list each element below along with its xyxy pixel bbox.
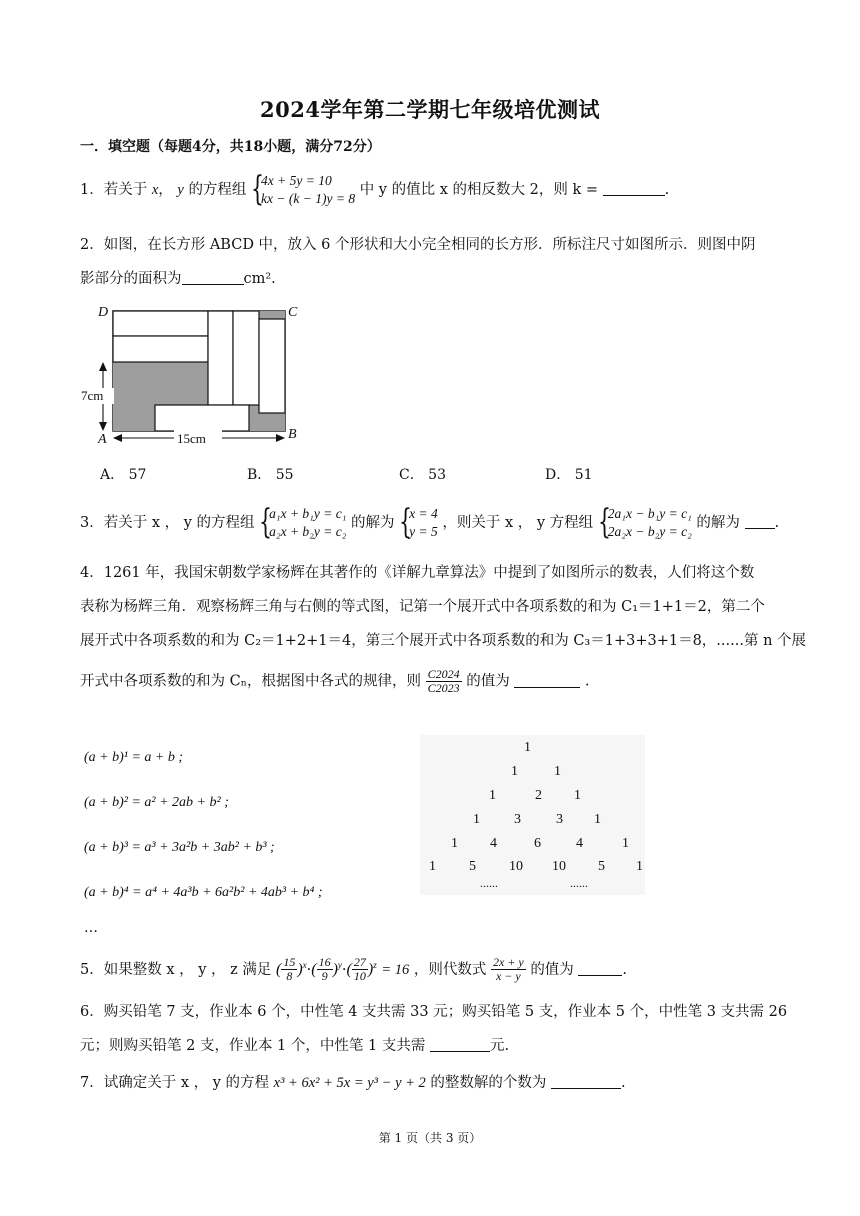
small-rect-1 — [113, 311, 208, 336]
shaded-region-top — [259, 311, 285, 319]
q4-frac-den: C2023 — [427, 681, 460, 695]
q5-f1-num: 15 — [283, 955, 296, 970]
option-a[interactable] — [100, 464, 146, 484]
q3-post: 的解为 — [696, 515, 740, 531]
question-5: 5．如果整数 x ， y ， z 满足 ( $\frac{15}{8}$ )$^x$·( $\frac{16}{9}$ )$^y$·( $\frac{27}{10}$ )$^z$ = 16 ，则代数式 $\frac{2x + y}{x - y}$ 的值为 . — [80, 955, 628, 984]
q1-y: y — [177, 182, 184, 198]
pascal-dots-left: ...... — [480, 876, 498, 890]
small-rect-3 — [208, 311, 233, 405]
pascal-r1-c1: 1 — [524, 740, 531, 755]
q4-line4-post: 的值为 — [466, 673, 510, 690]
q5-exp-2: y — [337, 960, 342, 970]
pascal-r4-c1: 1 — [473, 812, 480, 827]
q5-frac-1 — [281, 956, 297, 983]
pascal-r3-c3: 1 — [574, 788, 581, 803]
q5-post: 的值为 — [530, 961, 574, 978]
q3-sys2-eq1: 2a₁x − b₁y = c₁ — [607, 506, 692, 521]
label-a: A — [98, 432, 107, 447]
q1-pre: 1．若关于 — [80, 182, 148, 198]
q1-eq2: kx − (k − 1)y = 8 — [261, 191, 356, 206]
q4-answer-blank[interactable] — [514, 687, 580, 688]
q7-answer-blank[interactable] — [551, 1088, 621, 1089]
q1-system: { 4x + 5y = 10 kx − (k − 1)y = 8 — [251, 169, 356, 209]
pascal-r5-c4: 4 — [576, 836, 583, 851]
small-rect-6 — [155, 405, 249, 431]
option-b-value: 55 — [275, 467, 294, 483]
option-c-value: 53 — [428, 467, 446, 483]
small-rect-5 — [259, 319, 285, 413]
q4-frac-num: C2024 — [427, 667, 460, 681]
q3-sys2-eq2: 2a₂x − b₂y = c₂ — [607, 524, 692, 539]
label-c: C — [288, 305, 298, 320]
q4-line2: 表称为杨辉三角．观察杨辉三角与右侧的等式图，记第一个展开式中各项系数的和为 C₁＝1+1＝2，第二个 — [80, 599, 765, 615]
option-c[interactable] — [399, 464, 446, 484]
q3-mid2: ，则关于 x ， y 方程组 — [442, 515, 594, 531]
pascal-r4-c2: 3 — [514, 812, 521, 827]
q3-system-2: { 2a₁x − b₁y = c₁ 2a₂x − b₂y = c₂ — [597, 502, 692, 542]
q6-line2 — [80, 1037, 509, 1055]
q3-system-1: { a₁x + b₁y = c₁ a₂x + b₂y = c₂ — [259, 502, 347, 542]
pascal-r5-c2: 4 — [490, 836, 497, 851]
q7-equation: x³ + 6x² + 5x = y³ − y + 2 — [273, 1075, 426, 1091]
option-d[interactable] — [545, 464, 593, 484]
q5-f3-num: 27 — [353, 955, 366, 970]
expansion-4: (a + b)⁴ = a⁴ + 4a³b + 6a²b² + 4ab³ + b⁴ ; — [84, 885, 323, 900]
pascal-r5-c3: 6 — [534, 836, 541, 851]
q5-exp-3: z — [373, 960, 377, 970]
q5-frac-2 — [317, 956, 333, 983]
q5-pre: 5．如果整数 x ， y ， z 满足 — [80, 961, 272, 978]
option-a-value: 57 — [128, 467, 147, 483]
q3-sys1-eq1: a₁x + b₁y = c₁ — [269, 506, 347, 521]
pascal-r2-c2: 1 — [554, 764, 561, 779]
option-c-letter: C． — [399, 467, 424, 483]
q6-line2-post: 元. — [489, 1038, 510, 1054]
option-b[interactable] — [247, 464, 294, 484]
q1-eq1: 4x + 5y = 10 — [261, 173, 332, 188]
q4-line3: 展开式中各项系数的和为 C₂＝1+2+1＝4，第三个展开式中各项系数的和为 C₃＝1+3+3+1＝8，......第 n 个展 — [80, 633, 807, 649]
rectangle-figure — [76, 300, 306, 450]
q6-line1: 6．购买铅笔 7 支，作业本 6 个，中性笔 4 支共需 33 元；购买铅笔 5 支，作业本 5 个，中性笔 3 支共需 26 — [80, 1004, 788, 1020]
q5-exp-1: x — [302, 960, 307, 970]
q3-pre: 3．若关于 x ， y 的方程组 — [80, 515, 255, 531]
option-b-letter: B． — [247, 467, 272, 483]
dim-height-label: 7cm — [81, 388, 104, 403]
q1-answer-blank[interactable] — [603, 195, 665, 196]
q1-x: x — [151, 182, 159, 198]
pascal-r5-c1: 1 — [451, 836, 458, 851]
pascal-r3-c2: 2 — [535, 788, 542, 803]
question-1: 1．若关于 x， y 的方程组 { 4x + 5y = 10 kx − (k − 1)y = 8 中 y 的值比 x 的相反数大 2，则 k = . — [80, 169, 670, 209]
q1-comma: ， — [158, 182, 173, 198]
pascal-triangle — [420, 735, 645, 895]
option-d-value: 51 — [574, 467, 593, 483]
q2-line2 — [80, 270, 276, 288]
expansion-3: (a + b)³ = a³ + 3a²b + 3ab² + b³ ; — [84, 840, 275, 855]
expansion-1: (a + b)¹ = a + b ; — [84, 750, 184, 765]
q5-f3-den: 10 — [353, 969, 366, 984]
q6-answer-blank[interactable] — [430, 1051, 490, 1052]
section-heading: 一．填空题（每题4分，共18小题，满分72分） — [80, 139, 381, 155]
pascal-r5-c5: 1 — [622, 836, 629, 851]
q2-unit: cm². — [243, 271, 276, 287]
q3-mid1: 的解为 — [351, 515, 395, 531]
q3-sys1-eq2: a₂x + b₂y = c₂ — [269, 524, 347, 539]
q5-f2-num: 16 — [318, 955, 331, 970]
option-a-letter: A． — [100, 467, 125, 483]
q4-line4: 开式中各项系数的和为 Cₙ，根据图中各式的规律，则 $\frac{C2024}{C2023}$ 的值为 . — [80, 667, 590, 695]
q4-line1: 4．1261 年，我国宋朝数学家杨辉在其著作的《详解九章算法》中提到了如图所示的数表，人们将这个数 — [80, 565, 755, 581]
pascal-r4-c3: 3 — [556, 812, 563, 827]
page-title: 2024学年第二学期七年级培优测试 — [260, 97, 600, 122]
small-rect-2 — [113, 336, 208, 362]
q5-mid: ，则代数式 — [413, 961, 487, 978]
q5-answer-blank[interactable] — [578, 975, 622, 976]
expansion-2: (a + b)² = a² + 2ab + b² ; — [84, 795, 229, 810]
pascal-r6-c1: 1 — [429, 859, 436, 874]
pascal-r3-c1: 1 — [489, 788, 496, 803]
q4-line4-pre: 开式中各项系数的和为 Cₙ，根据图中各式的规律，则 — [80, 673, 421, 690]
label-b: B — [288, 427, 297, 442]
q1-mid: 的方程组 — [188, 182, 247, 198]
pascal-r2-c1: 1 — [511, 764, 518, 779]
pascal-r4-c4: 1 — [594, 812, 601, 827]
q2-answer-blank[interactable] — [182, 284, 244, 285]
dim-width-label: 15cm — [177, 431, 206, 446]
q7-post: 的整数解的个数为 — [430, 1075, 547, 1091]
q5-frac-3 — [352, 956, 368, 983]
q5-f2-den: 9 — [321, 969, 328, 984]
q2-line1: 2．如图，在长方形 ABCD 中，放入 6 个形状和大小完全相同的长方形．所标注尺寸如图所示．则图中阴 — [80, 237, 756, 253]
question-3: 3．若关于 x ， y 的方程组 { a₁x + b₁y = c₁ a₂x + b₂y = c₂ 的解为 { x = 4 y = 5 ，则关于 x ， y 方程组 { 2a₁x − b₁y = c₁ 2a₂x − b₂y = c₂ 的解为 . — [80, 502, 780, 542]
q6-line2-pre: 元；则购买铅笔 2 支，作业本 1 个，中性笔 1 支共需 — [80, 1038, 426, 1054]
q4-fraction — [426, 668, 462, 695]
pascal-dots-right: ...... — [570, 876, 588, 890]
q3-sol2: y = 5 — [409, 524, 438, 539]
option-d-letter: D． — [545, 467, 571, 483]
q7-pre: 7．试确定关于 x ， y 的方程 — [80, 1075, 270, 1091]
q1-post: 中 y 的值比 x 的相反数大 2，则 k = — [359, 182, 598, 198]
page-footer: 第 1 页（共 3 页） — [378, 1131, 482, 1145]
q5-f1-den: 8 — [286, 969, 293, 984]
pascal-r6-c4: 10 — [552, 859, 566, 874]
q2-line2-text: 影部分的面积为 — [80, 271, 182, 287]
pascal-r6-c5: 5 — [598, 859, 605, 874]
q3-solution: { x = 4 y = 5 — [399, 502, 438, 542]
expansion-ellipsis: … — [84, 920, 98, 936]
q5-expression-fraction — [491, 956, 526, 983]
q5-expr-num: 2x + y — [492, 955, 524, 970]
q3-answer-blank[interactable] — [745, 528, 775, 529]
pascal-r6-c3: 10 — [509, 859, 523, 874]
q5-expr-den: x − y — [495, 969, 521, 984]
pascal-r6-c6: 1 — [636, 859, 643, 874]
small-rect-4 — [233, 311, 259, 405]
question-7: 7．试确定关于 x ， y 的方程 x³ + 6x² + 5x = y³ − y + 2 的整数解的个数为 . — [80, 1075, 626, 1091]
q3-sol1: x = 4 — [409, 506, 438, 521]
label-d: D — [98, 305, 109, 320]
pascal-r6-c2: 5 — [469, 859, 476, 874]
q5-rhs: = 16 — [381, 961, 410, 978]
